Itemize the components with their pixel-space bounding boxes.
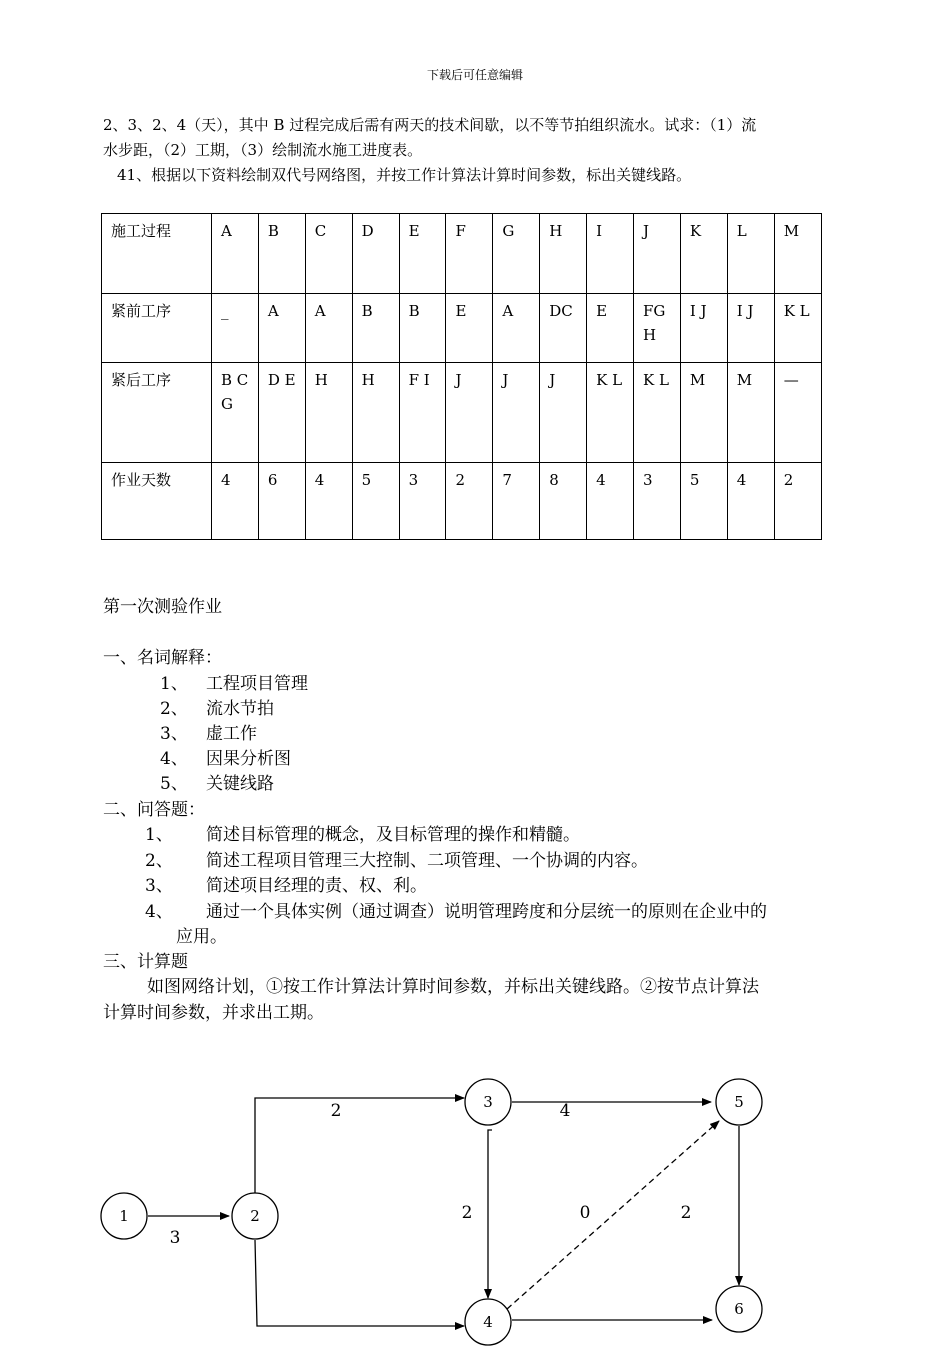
table-cell: M [774, 214, 821, 294]
row-label: 作业天数 [102, 463, 212, 540]
table-cell: D [352, 214, 399, 294]
table-cell: B [258, 214, 305, 294]
term-text: 关键线路 [206, 774, 274, 794]
intro-line-2: 水步距，（2）工期，（3）绘制流水施工进度表。 [103, 141, 423, 159]
table-cell: 3 [399, 463, 446, 540]
table-cell: A [493, 294, 540, 363]
table-cell: K [680, 214, 727, 294]
duration-5-6: 2 [680, 1203, 692, 1223]
duration-2-3: 2 [330, 1101, 342, 1121]
question-41: 41、根据以下资料绘制双代号网络图，并按工作计算法计算时间参数，标出关键线路。 [117, 166, 692, 184]
table-cell: 4 [212, 463, 259, 540]
table-cell: 5 [352, 463, 399, 540]
node-label-6: 6 [734, 1300, 744, 1318]
table-cell: 4 [305, 463, 352, 540]
table-cell: L [727, 214, 774, 294]
question-4-continued: 应用。 [176, 927, 227, 947]
question-text: 简述工程项目管理三大控制、二项管理、一个协调的内容。 [206, 850, 648, 871]
table-cell: K L [774, 294, 821, 363]
question-number: 2、 [145, 850, 173, 871]
term-number: 5、 [160, 774, 188, 794]
table-cell: — [774, 363, 821, 463]
table-cell: 5 [680, 463, 727, 540]
row-label: 紧前工序 [102, 294, 212, 363]
table-cell: J [540, 363, 587, 463]
table-cell: K L [634, 363, 681, 463]
term-text: 流水节拍 [206, 699, 274, 719]
table-cell: I J [680, 294, 727, 363]
table-cell: J [634, 214, 681, 294]
question-text: 通过一个具体实例（通过调查）说明管理跨度和分层统一的原则在企业中的 [206, 901, 767, 922]
question-text: 简述目标管理的概念，及目标管理的操作和精髓。 [206, 825, 580, 845]
table-cell: A [305, 294, 352, 363]
term-text: 工程项目管理 [206, 674, 308, 694]
row-label: 紧后工序 [102, 363, 212, 463]
term-text: 因果分析图 [206, 749, 291, 769]
calc-line-1: 如图网络计划，①按工作计算法计算时间参数，并标出关键线路。②按节点计算法 [147, 977, 759, 997]
table-cell: I [587, 214, 634, 294]
arrow-2-4 [255, 1240, 464, 1326]
table-cell: A [258, 294, 305, 363]
question-number: 1、 [145, 825, 173, 845]
section-3-heading: 三、计算题 [103, 952, 188, 972]
network-diagram [0, 1070, 950, 1368]
duration-1-2: 3 [169, 1228, 181, 1248]
table-cell: E [587, 294, 634, 363]
table-cell: I J [727, 294, 774, 363]
table-row [102, 214, 822, 294]
row-label: 施工过程 [102, 214, 212, 294]
table-cell: 4 [587, 463, 634, 540]
term-number: 3、 [160, 724, 188, 744]
table-cell: _ [212, 294, 259, 363]
table-cell: 8 [540, 463, 587, 540]
section-1-heading: 一、名词解释： [103, 648, 222, 668]
term-text: 虚工作 [206, 724, 257, 744]
table-cell: E [399, 214, 446, 294]
table-cell: B [399, 294, 446, 363]
duration-3-4: 2 [461, 1203, 473, 1223]
table-cell: B [352, 294, 399, 363]
table-cell: M [680, 363, 727, 463]
question-text: 简述项目经理的责、权、利。 [206, 876, 427, 896]
quiz-title: 第一次测验作业 [103, 597, 222, 617]
node-label-5: 5 [734, 1093, 744, 1111]
table-cell: 2 [446, 463, 493, 540]
section-2-heading: 二、问答题： [103, 800, 205, 820]
table-cell: H [305, 363, 352, 463]
table-cell: F I [399, 363, 446, 463]
duration-3-5: 4 [559, 1101, 571, 1121]
table-cell: D E [258, 363, 305, 463]
page-header: 下载后可任意编辑 [426, 68, 523, 82]
question-number: 3、 [145, 876, 173, 896]
table-cell: 7 [493, 463, 540, 540]
table-cell: E [446, 294, 493, 363]
table-cell: J [446, 363, 493, 463]
question-number: 4、 [145, 901, 173, 922]
arrow-2-3 [255, 1098, 464, 1193]
term-number: 2、 [160, 699, 188, 719]
table-cell: H [352, 363, 399, 463]
table-row [102, 294, 822, 363]
table-cell: B C G [212, 363, 259, 463]
node-label-1: 1 [119, 1207, 129, 1225]
table-cell: C [305, 214, 352, 294]
table-cell: J [493, 363, 540, 463]
calc-line-2: 计算时间参数，并求出工期。 [103, 1003, 324, 1023]
node-label-4: 4 [483, 1313, 493, 1331]
table-cell: DC [540, 294, 587, 363]
table-cell: M [727, 363, 774, 463]
table-cell: F [446, 214, 493, 294]
table-row [102, 463, 822, 540]
arrow-3-4 [488, 1130, 492, 1298]
duration-4-5: 0 [579, 1203, 591, 1223]
table-cell: 3 [634, 463, 681, 540]
intro-line-1: 2、3、2、4（天），其中 B 过程完成后需有两天的技术间歇，以不等节拍组织流水。试求：（1）流 [103, 116, 757, 134]
table-cell: FG H [634, 294, 681, 363]
table-row [102, 363, 822, 463]
table-cell: 4 [727, 463, 774, 540]
term-number: 4、 [160, 749, 188, 769]
process-table [101, 213, 822, 540]
table-cell: 6 [258, 463, 305, 540]
table-cell: 2 [774, 463, 821, 540]
table-cell: K L [587, 363, 634, 463]
table-cell: A [212, 214, 259, 294]
table-cell: G [493, 214, 540, 294]
node-label-2: 2 [250, 1207, 260, 1225]
term-number: 1、 [160, 674, 188, 694]
table-cell: H [540, 214, 587, 294]
node-label-3: 3 [483, 1093, 493, 1111]
